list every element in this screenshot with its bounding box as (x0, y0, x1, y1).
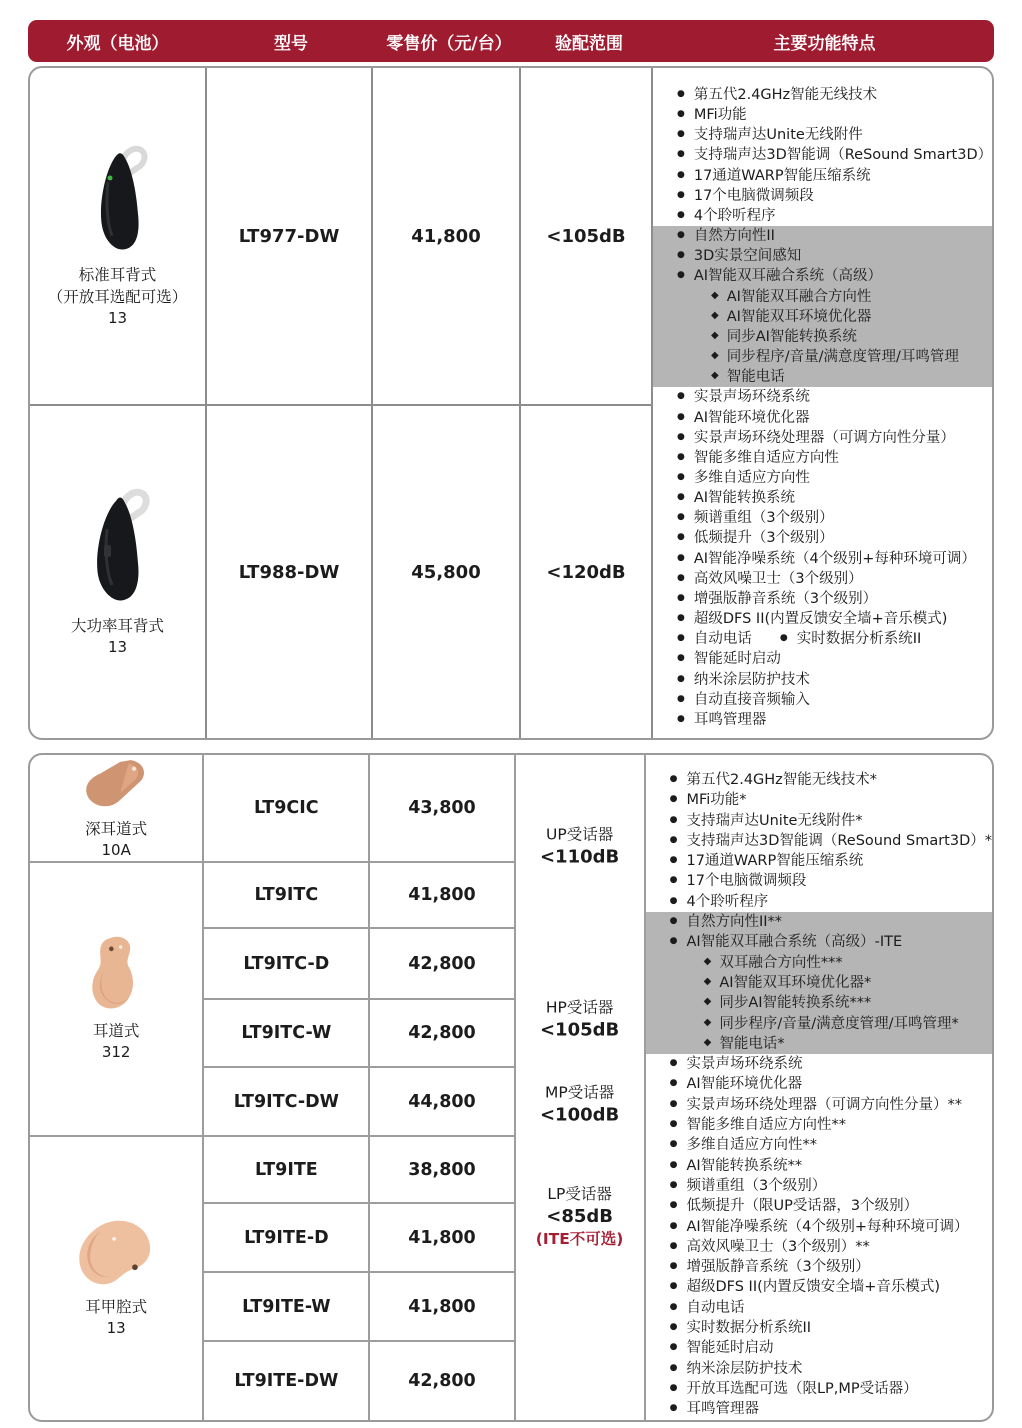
range-limit: <85dB (546, 1205, 613, 1227)
feature-text: AI智能双耳融合系统（高级）-ITE (686, 934, 903, 951)
feature-item (653, 206, 992, 226)
bullet-icon: ● (779, 633, 788, 644)
receiver-type: UP受话器 (546, 825, 614, 844)
price-cell: 44,800 (408, 1091, 476, 1112)
feature-sub-item (646, 953, 992, 973)
diamond-bullet-icon: ◆ (711, 370, 719, 382)
feature-text: 智能电话* (719, 1035, 785, 1052)
table-row (204, 1000, 513, 1068)
feature-text: 自动电话 (686, 1299, 745, 1316)
feature-sub-item (653, 287, 992, 307)
feature-text: 多维自适应方向性** (686, 1137, 817, 1154)
feature-text: AI智能双耳融合系统（高级） (693, 268, 883, 285)
feature-item (646, 790, 992, 810)
ite-range-column (516, 755, 646, 1420)
bullet-icon: ● (677, 411, 685, 422)
fitting-range-cell (516, 1184, 644, 1250)
feature-sub-item (646, 973, 992, 993)
diamond-bullet-icon: ◆ (703, 975, 712, 987)
feature-text: 同步AI智能转换系统*** (719, 995, 872, 1012)
feature-sub-item (646, 1014, 992, 1034)
feature-text: 耳鸣管理器 (693, 711, 767, 728)
feature-item (653, 649, 992, 669)
table-row (204, 1273, 513, 1342)
feature-text: 实时数据分析系统II (796, 631, 922, 648)
bullet-icon: ● (669, 1159, 678, 1170)
feature-text: 同步程序/音量/满意度管理/耳鸣管理 (726, 349, 959, 366)
feature-text: 实景声场环绕系统 (693, 389, 810, 406)
bullet-icon: ● (677, 552, 685, 563)
header-price: 零售价（元/台） (386, 33, 512, 54)
feature-item (646, 871, 992, 891)
diamond-bullet-icon: ◆ (703, 1036, 712, 1048)
bullet-icon: ● (669, 855, 678, 866)
ite-hearing-aid-image (72, 1218, 160, 1290)
feature-text: 自动电话 (693, 631, 752, 648)
bullet-icon: ● (669, 794, 678, 805)
feature-item (653, 569, 992, 589)
feature-text: 双耳融合方向性*** (719, 954, 843, 971)
feature-item (653, 609, 992, 629)
bullet-icon: ● (677, 209, 685, 220)
feature-text: AI智能双耳环境优化器* (719, 974, 872, 991)
feature-text: 第五代2.4GHz智能无线技术* (686, 772, 878, 788)
model-cell: LT988-DW (207, 406, 373, 738)
bullet-icon: ● (669, 1281, 678, 1292)
range-limit: <110dB (539, 846, 620, 868)
feature-text: 低频提升（限UP受话器，3个级别） (686, 1198, 919, 1215)
receiver-type: LP受话器 (547, 1184, 612, 1203)
feature-item (646, 811, 992, 831)
bullet-icon: ● (677, 109, 685, 120)
header-features: 主要功能特点 (773, 33, 876, 54)
bullet-icon: ● (677, 471, 685, 482)
price-cell: 42,800 (408, 953, 476, 974)
feature-text: 超级DFS II(内置反馈安全墙+音乐模式) (693, 611, 948, 628)
bullet-icon: ● (677, 230, 685, 241)
feature-item (646, 1074, 992, 1094)
bullet-icon: ● (669, 1098, 678, 1109)
appearance-cell (30, 755, 202, 863)
bullet-icon: ● (669, 875, 678, 886)
feature-text: 3D实景空间感知 (693, 248, 802, 265)
style-name: 标准耳背式 (78, 266, 157, 285)
table-row (204, 929, 513, 1000)
feature-item (646, 1399, 992, 1419)
feature-text: 同步AI智能转换系统 (726, 328, 857, 345)
feature-item (646, 1257, 992, 1277)
feature-text: MFi功能* (686, 792, 747, 809)
feature-item (646, 1054, 992, 1074)
cic-hearing-aid-image (74, 755, 158, 812)
feature-item (653, 246, 992, 266)
feature-text: 17通道WARP智能压缩系统 (693, 167, 871, 184)
diamond-bullet-icon: ◆ (711, 329, 719, 341)
style-name: 耳甲腔式 (85, 1297, 148, 1316)
model-cell: LT9ITC-D (204, 929, 370, 998)
bullet-icon: ● (669, 1362, 678, 1373)
diamond-bullet-icon: ◆ (711, 309, 719, 321)
feature-text: AI智能净噪系统（4个级别+每种环境可调） (686, 1218, 969, 1235)
model-cell: LT977-DW (207, 68, 373, 404)
receiver-type: MP受话器 (544, 1083, 615, 1102)
bullet-icon: ● (669, 834, 678, 845)
bullet-icon: ● (669, 1179, 678, 1190)
diamond-bullet-icon: ◆ (711, 289, 719, 301)
feature-item (653, 508, 992, 528)
bullet-icon: ● (677, 451, 685, 462)
price-cell: 41,800 (408, 1296, 476, 1317)
table-row (204, 1137, 513, 1204)
feature-item (646, 1156, 992, 1176)
style-name: 深耳道式 (85, 819, 148, 838)
appearance-cell (30, 863, 202, 1137)
bullet-icon: ● (677, 431, 685, 442)
feature-text: 自然方向性II** (686, 914, 783, 931)
range-limit: <100dB (539, 1104, 620, 1126)
feature-item (646, 831, 992, 851)
bullet-icon: ● (677, 149, 685, 160)
bullet-icon: ● (677, 613, 685, 624)
diamond-bullet-icon: ◆ (711, 350, 719, 362)
feature-item (646, 1379, 992, 1399)
range-limit: <105dB (539, 1019, 620, 1041)
feature-text: MFi功能 (693, 107, 747, 124)
bullet-icon: ● (677, 633, 685, 644)
feature-sub-item (653, 327, 992, 347)
feature-item (653, 528, 992, 548)
feature-text: 实景声场环绕系统 (686, 1056, 803, 1073)
feature-text: 智能多维自适应方向性 (693, 449, 839, 466)
bullet-icon: ● (677, 572, 685, 583)
bullet-icon: ● (669, 1261, 678, 1272)
feature-text: 多维自适应方向性 (693, 469, 810, 486)
price-cell: 42,800 (408, 1023, 476, 1043)
bullet-icon: ● (669, 1322, 678, 1333)
feature-item (646, 1196, 992, 1216)
diamond-bullet-icon: ◆ (703, 996, 712, 1008)
feature-item (646, 1359, 992, 1379)
bullet-icon: ● (669, 895, 678, 906)
model-cell: LT9ITE-W (204, 1273, 370, 1340)
feature-item (646, 1277, 992, 1297)
feature-item (653, 629, 992, 649)
bullet-icon: ● (669, 1139, 678, 1150)
bte-feature-list (653, 68, 992, 738)
itc-hearing-aid-image (83, 934, 149, 1014)
feature-item (646, 1115, 992, 1135)
feature-text: 实景声场环绕处理器（可调方向性分量） (693, 429, 955, 446)
ite-appearance-column (30, 755, 204, 1420)
feature-item (646, 1338, 992, 1358)
feature-sub-item (653, 367, 992, 387)
feature-text: 智能延时启动 (693, 651, 781, 668)
feature-item (646, 932, 992, 952)
feature-item (653, 670, 992, 690)
battery-size: 10A (101, 840, 131, 859)
feature-item (646, 1095, 992, 1115)
bullet-icon: ● (677, 532, 685, 543)
fitting-range-cell: <105dB (521, 68, 653, 404)
feature-text: 增强版静音系统（3个级别） (693, 590, 878, 607)
appearance-cell (30, 68, 207, 404)
feature-item (653, 186, 992, 206)
model-cell: LT9ITC-DW (204, 1068, 370, 1135)
bte-standard-hearing-aid-image (88, 142, 148, 254)
feature-sub-item (646, 1034, 992, 1054)
table-header (28, 20, 994, 62)
feature-item (653, 266, 992, 286)
model-cell: LT9ITE-DW (204, 1342, 370, 1420)
feature-item (646, 892, 992, 912)
table-row (30, 68, 653, 406)
feature-text: AI智能环境优化器 (693, 409, 810, 426)
feature-item (653, 549, 992, 569)
price-cell: 41,800 (408, 885, 476, 905)
feature-sub-item (653, 347, 992, 367)
feature-text: 17个电脑微调频段 (693, 187, 814, 204)
bullet-icon: ● (669, 936, 678, 947)
fitting-range-cell (516, 1082, 644, 1127)
feature-text: AI智能双耳环境优化器 (726, 308, 872, 325)
bullet-icon: ● (677, 391, 685, 402)
feature-text: 开放耳选配可选（限LP,MP受话器） (686, 1380, 918, 1397)
feature-text: AI智能净噪系统（4个级别+每种环境可调） (693, 550, 976, 567)
header-model: 型号 (274, 33, 308, 54)
bte-left-grid (30, 68, 653, 738)
bullet-icon: ● (677, 250, 685, 261)
feature-text: 纳米涂层防护技术 (693, 671, 810, 688)
feature-item (646, 1318, 992, 1338)
feature-text: 高效风噪卫士（3个级别） (693, 570, 863, 587)
battery-size: 13 (107, 309, 128, 328)
table-row (204, 863, 513, 929)
receiver-type: HP受话器 (545, 998, 614, 1017)
feature-item (653, 387, 992, 407)
feature-text: AI智能双耳融合方向性 (726, 288, 872, 305)
feature-item (653, 690, 992, 710)
price-cell: 41,800 (373, 68, 521, 404)
feature-item (646, 1217, 992, 1237)
feature-text: 17通道WARP智能压缩系统 (686, 853, 864, 870)
feature-text: 自动直接音频输入 (693, 691, 810, 708)
range-note: (ITE不可选) (535, 1230, 624, 1249)
feature-text: 增强版静音系统（3个级别） (686, 1259, 870, 1276)
battery-size: 13 (106, 1318, 126, 1337)
feature-text: 实景声场环绕处理器（可调方向性分量）** (686, 1096, 962, 1113)
bullet-icon: ● (669, 1220, 678, 1231)
feature-item (653, 105, 992, 125)
feature-text: 超级DFS II(内置反馈安全墙+音乐模式) (686, 1279, 941, 1296)
model-cell: LT9ITC-W (204, 1000, 370, 1066)
ite-feature-list (646, 755, 992, 1420)
model-cell: LT9ITE (204, 1137, 370, 1202)
diamond-bullet-icon: ◆ (703, 955, 712, 967)
bullet-icon: ● (669, 1403, 678, 1414)
bullet-icon: ● (677, 512, 685, 523)
bullet-icon: ● (677, 713, 685, 724)
bullet-icon: ● (669, 1342, 678, 1353)
model-cell: LT9ITC (204, 863, 370, 927)
feature-item (646, 851, 992, 871)
feature-text: 第五代2.4GHz智能无线技术 (693, 87, 878, 103)
table-row (30, 406, 653, 738)
feature-item (653, 468, 992, 488)
feature-text: AI智能环境优化器 (686, 1076, 803, 1093)
feature-item (653, 85, 992, 105)
model-cell: LT9CIC (204, 755, 370, 861)
bullet-icon: ● (677, 693, 685, 704)
feature-text: 低频提升（3个级别） (693, 530, 834, 547)
feature-text: 4个聆听程序 (686, 893, 769, 910)
bullet-icon: ● (669, 1058, 678, 1069)
feature-text: 17个电脑微调频段 (686, 873, 807, 890)
fitting-range-cell (516, 997, 644, 1042)
price-cell: 42,800 (408, 1371, 476, 1391)
feature-text: 智能多维自适应方向性** (686, 1117, 846, 1134)
feature-item (653, 488, 992, 508)
fitting-range-cell: <120dB (521, 406, 653, 738)
feature-text: 纳米涂层防护技术 (686, 1360, 803, 1377)
feature-text: 支持瑞声达3D智能调（ReSound Smart3D）* (686, 832, 992, 849)
battery-size: 312 (101, 1043, 131, 1062)
style-name: 大功率耳背式 (70, 617, 164, 636)
feature-item (646, 912, 992, 932)
feature-text: 频谱重组（3个级别） (693, 510, 834, 527)
feature-text: 高效风噪卫士（3个级别）** (686, 1238, 870, 1255)
feature-item (653, 448, 992, 468)
bullet-icon: ● (669, 774, 678, 784)
feature-sub-item (646, 993, 992, 1013)
price-cell: 38,800 (408, 1159, 476, 1180)
header-fitting-range: 验配范围 (555, 33, 623, 54)
bullet-icon: ● (677, 492, 685, 503)
bullet-icon: ● (669, 814, 678, 825)
bullet-icon: ● (669, 1078, 678, 1089)
price-cell: 43,800 (408, 798, 476, 818)
feature-item (653, 428, 992, 448)
price-cell: 41,800 (408, 1227, 476, 1248)
diamond-bullet-icon: ◆ (703, 1016, 712, 1028)
feature-item (646, 1237, 992, 1257)
feature-text: AI智能转换系统** (686, 1157, 803, 1174)
feature-item (646, 1298, 992, 1318)
table-row (204, 755, 513, 863)
feature-item (653, 145, 992, 165)
feature-text: 频谱重组（3个级别） (686, 1177, 827, 1194)
appearance-cell (30, 1137, 202, 1420)
bullet-icon: ● (669, 1382, 678, 1393)
price-cell: 45,800 (373, 406, 521, 738)
table-row (204, 1342, 513, 1420)
feature-item (653, 226, 992, 246)
feature-text: 4个聆听程序 (693, 207, 776, 224)
feature-text: 支持瑞声达3D智能调（ReSound Smart3D） (693, 147, 993, 164)
battery-size: 13 (107, 638, 128, 657)
feature-item (646, 1135, 992, 1155)
feature-item (646, 770, 992, 790)
model-cell: LT9ITE-D (204, 1204, 370, 1271)
fitting-range-cell (516, 824, 644, 869)
feature-sub-item (653, 307, 992, 327)
feature-item (646, 1176, 992, 1196)
bullet-icon: ● (669, 916, 678, 927)
bte-panel (28, 66, 994, 740)
feature-item (653, 710, 992, 730)
feature-text: 支持瑞声达Unite无线附件* (686, 812, 863, 829)
feature-text: 耳鸣管理器 (686, 1401, 759, 1418)
feature-text: 同步程序/音量/满意度管理/耳鸣管理* (719, 1015, 959, 1032)
feature-text: 自然方向性II (693, 228, 775, 245)
feature-item (653, 166, 992, 186)
feature-item (653, 589, 992, 609)
appearance-cell (30, 406, 207, 738)
feature-item (653, 125, 992, 145)
bullet-icon: ● (677, 592, 685, 603)
style-note: （开放耳选配可选） (47, 288, 188, 307)
bullet-icon: ● (669, 1240, 678, 1251)
table-row (204, 1204, 513, 1273)
feature-text: 智能电话 (726, 369, 785, 386)
bullet-icon: ● (669, 1200, 678, 1211)
bullet-icon: ● (677, 169, 685, 180)
bullet-icon: ● (677, 89, 685, 99)
bullet-icon: ● (677, 129, 685, 140)
table-row (204, 1068, 513, 1137)
ite-models-column (204, 755, 515, 1420)
feature-item (653, 408, 992, 428)
bullet-icon: ● (677, 270, 685, 281)
bullet-icon: ● (677, 653, 685, 664)
feature-text: AI智能转换系统 (693, 490, 796, 507)
bullet-icon: ● (677, 189, 685, 200)
feature-text: 实时数据分析系统II (686, 1320, 812, 1337)
bullet-icon: ● (669, 1119, 678, 1130)
feature-text: 智能延时启动 (686, 1340, 774, 1357)
header-appearance: 外观（电池） (66, 33, 169, 54)
bullet-icon: ● (669, 1301, 678, 1312)
style-name: 耳道式 (92, 1022, 140, 1041)
ite-panel (28, 753, 994, 1422)
bullet-icon: ● (677, 673, 685, 684)
bte-power-hearing-aid-image (86, 485, 150, 605)
feature-text: 支持瑞声达Unite无线附件 (693, 127, 863, 144)
